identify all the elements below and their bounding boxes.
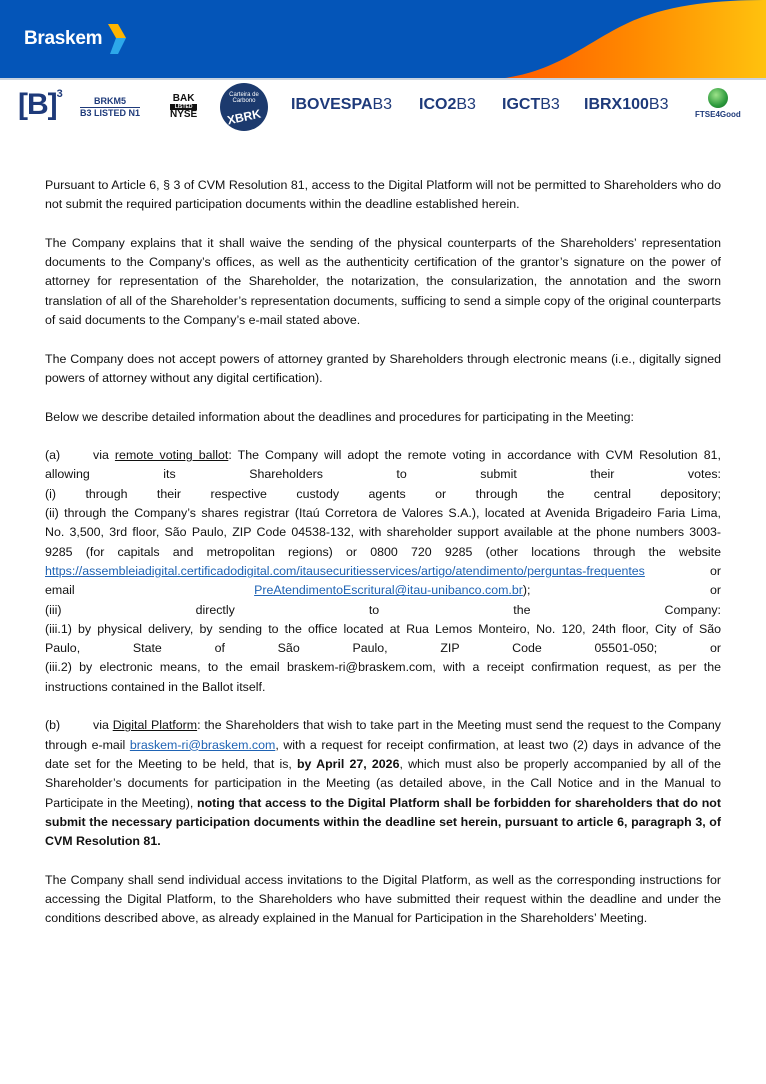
nyse-bak-logo: BAK LISTED NYSE [170, 93, 198, 120]
itau-email-link[interactable]: PreAtendimentoEscritural@itau-unibanco.com.br [254, 583, 523, 598]
deadline-date: by April 27, 2026 [296, 756, 400, 771]
document-body [45, 176, 721, 948]
globe-icon [708, 88, 728, 108]
paragraph-waiver: The Company explains that it shall waive the sending of the physical counterparts of the Shareholders’ representation documents to the Company’s offices, as well as the authenticity certification of the grantor’s signature on the power of attorney for representation of the Shareholder, the notarization, the consularization, the annotation and the sworn translation of all of the Shareholder’s representation documents, sufficing to send a simple copy of the original counterparts of said documents to the Company’s e-mail stated above. [45, 235, 721, 328]
braskem-logo-icon [106, 22, 128, 56]
ibovespa-logo: IBOVESPAB3 [291, 96, 393, 113]
ico2-logo: ICO2B3 [419, 96, 476, 113]
paragraph-access-restriction: Pursuant to Article 6, § 3 of CVM Resolution 81, access to the Digital Platform will not be permitted to Shareholders who do not submit the required participation documents within the deadline established herein. [45, 178, 721, 212]
section-a-remote-voting: (a) via remote voting ballot: The Company will adopt the remote voting in accordance with CVM Resolution 81, allowing its Shareholders to submit their votes: (i) through their respective custody agents or through the central depository; (ii) through the Company’s shares registrar (Itaú Corretora de Valores S.A.), located at Avenida Brigadeiro Faria Lima, No. 3,500, 3rd floor, São Paulo, ZIP Code 04538-132, with shareholder support available at the phone numbers 3003- 9285 (for capitals and metropolitan regions) or 0800 720 9285 (other locations through the website https://assembleiadigital.certificadodigital.com/itausecuritiesservices/artigo/atendimento/perguntas-frequentes or email PreAtendimentoEscritural@itau-unibanco.com.br); or (iii) directly to the Company: (iii.1) by physical delivery, by sending to the office located at Rua Lemos Monteiro, No. 120, 24th floor, City of São Paulo, State of São Paulo, ZIP Code 05501-050; or (iii.2) by electronic means, to the email braskem-ri@braskem.com, with a receipt confirmation request, as per the instructions contained in the Ballot itself. [45, 448, 721, 694]
igct-logo: IGCTB3 [502, 96, 560, 113]
xbrk-badge: Carteira de Carbono XBRK [220, 83, 268, 131]
digital-platform-term: Digital Platform [112, 718, 198, 733]
header-banner [0, 0, 766, 78]
itau-faq-link[interactable]: https://assembleiadigital.certificadodigital.com/itausecuritiesservices/artigo/atendimento/perguntas-frequentes [45, 563, 645, 578]
braskem-logo-text: Braskem [24, 28, 103, 49]
remote-voting-ballot-term: remote voting ballot [114, 448, 229, 463]
section-b-digital-platform: (b) via Digital Platform: the Shareholders that wish to take part in the Meeting must send the request to the Company through e-mail braskem-ri@braskem.com, with a request for receipt confirmation, at least two (2) days in advance of the date set for the Meeting to be held, that is, by April 27, 2026, which must also be properly accompanied by all of the Shareholder’s documents for participation in the Meeting (as detailed above, in the Call Notice and in the Manual to Participate in the Meeting), noting that access to the Digital Platform shall be forbidden for shareholders that do not submit the necessary participation documents within the deadline set herein, pursuant to article 6, paragraph 3, of CVM Resolution 81. [45, 718, 721, 849]
b3-logo: $[B]^3$ [18, 88, 62, 121]
ibrx100-logo: IBRX100B3 [584, 96, 669, 113]
braskem-ri-email-link[interactable]: braskem-ri@braskem.com [129, 737, 276, 752]
paragraph-procedures-intro: Below we describe detailed information about the deadlines and procedures for participating in the Meeting: [45, 409, 634, 424]
paragraph-access-invitations: The Company shall send individual access invitations to the Digital Platform, as well as the corresponding instructions for accessing the Digital Platform, to the Shareholders who have submitted their request within the deadline and under the conditions described above, as already explained in the Manual for Participation in the Shareholders’ Meeting. [45, 872, 721, 926]
brkm5-logo: BRKM5 B3 LISTED N1 [80, 96, 141, 118]
ftse4good-logo: FTSE4Good [695, 88, 741, 119]
paragraph-electronic-poa: The Company does not accept powers of attorney granted by Shareholders through electronic means (i.e., digitally signed powers of attorney without any digital certification). [45, 351, 721, 385]
banner-divider [0, 78, 766, 80]
listing-logos-bar [0, 82, 766, 134]
